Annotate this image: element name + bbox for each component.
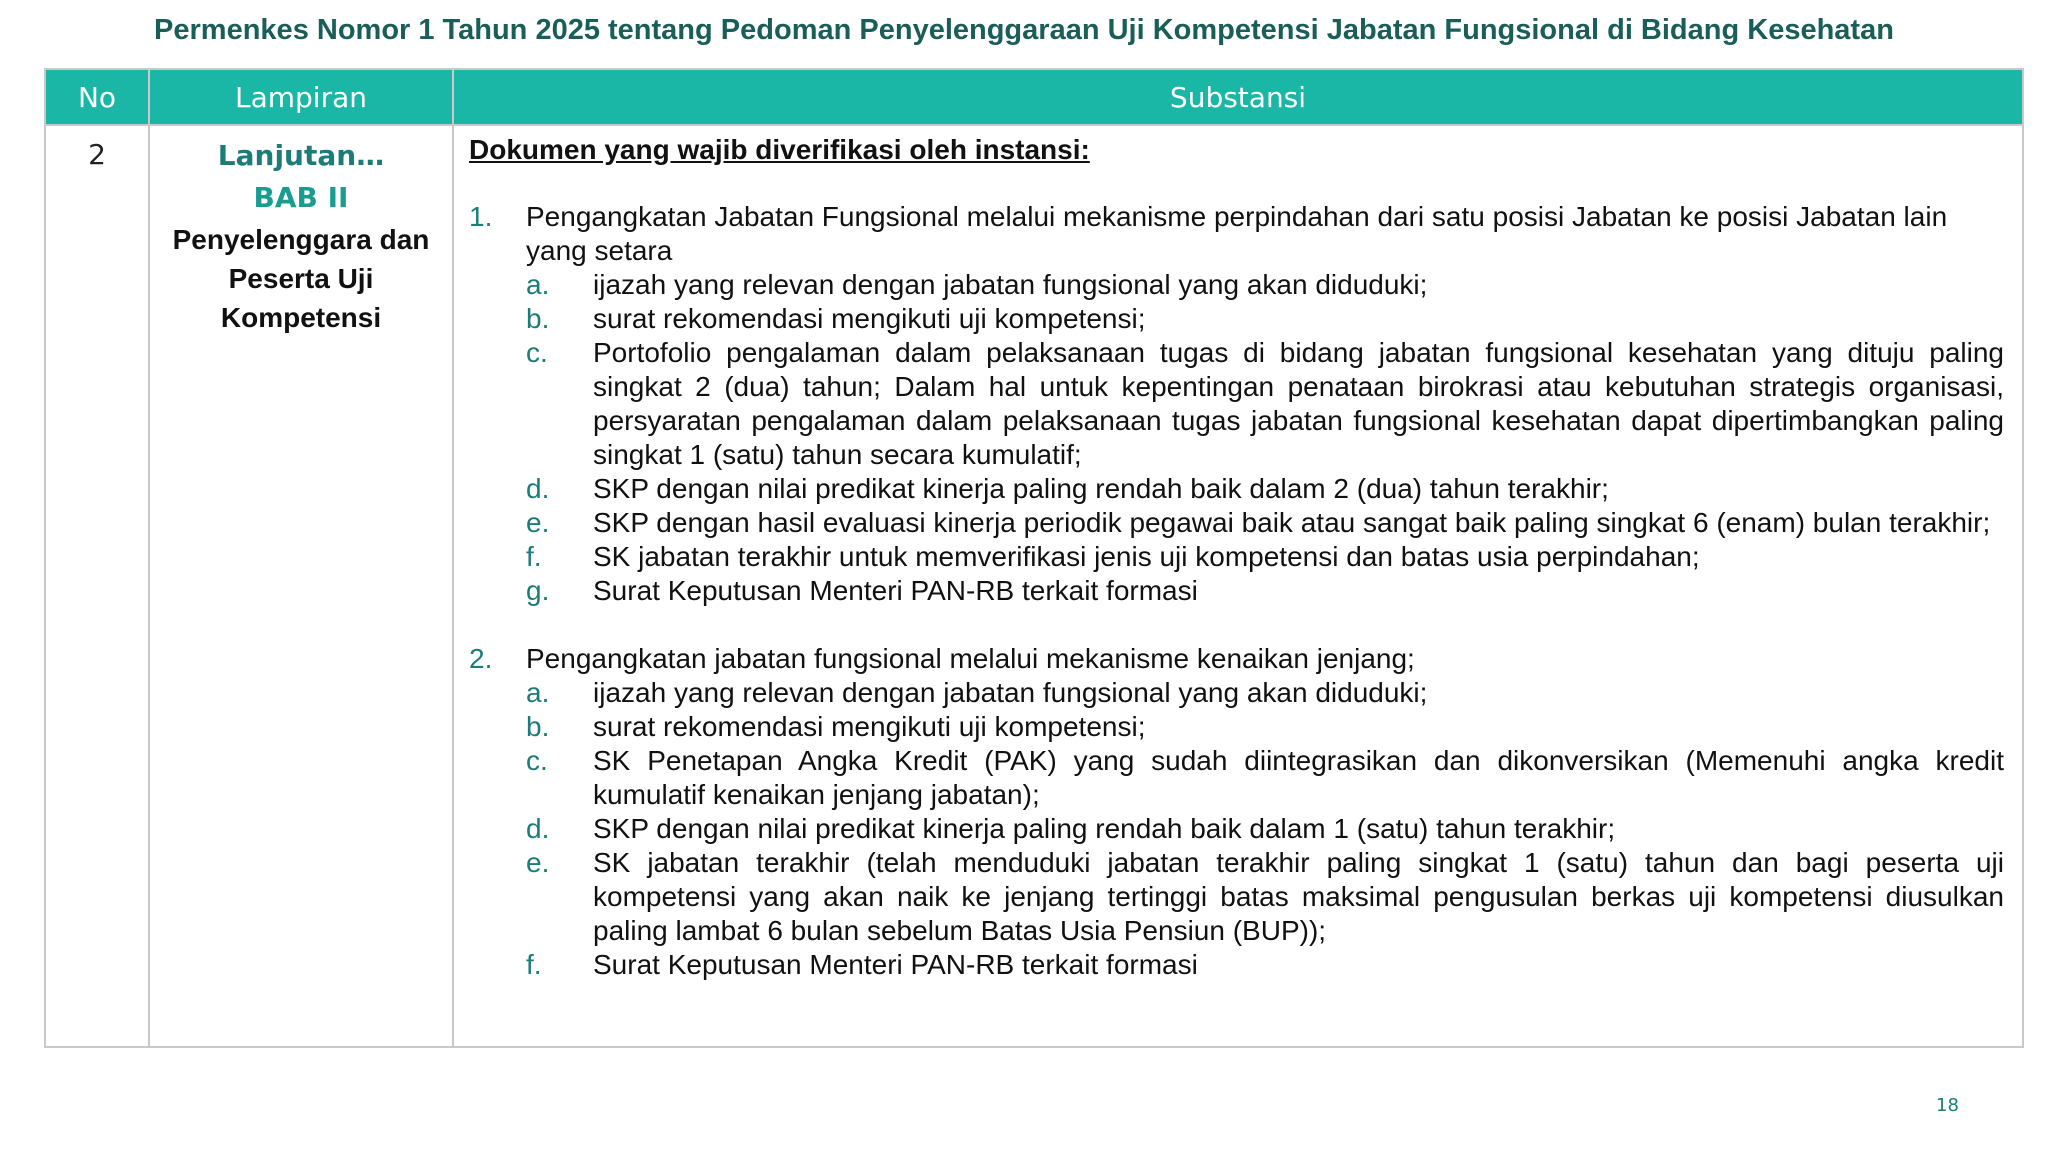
header-substansi: Substansi: [453, 69, 2023, 125]
sub-item-letter: f.: [526, 949, 542, 980]
sub-item-letter: b.: [526, 711, 550, 742]
list-item: [469, 200, 2004, 268]
substansi-heading: Dokumen yang wajib diverifikasi oleh instansi:: [469, 134, 1090, 165]
sub-item-letter: a.: [526, 269, 550, 300]
sub-item-letter: c.: [526, 745, 548, 776]
list-item-text: Pengangkatan jabatan fungsional melalui mekanisme kenaikan jenjang;: [526, 643, 1415, 674]
lampiran-bab: BAB II: [253, 181, 349, 214]
sub-item-text: ijazah yang relevan dengan jabatan fungsional yang akan diduduki;: [593, 269, 1428, 300]
sub-item-letter: b.: [526, 303, 550, 334]
sub-item-letter: a.: [526, 677, 550, 708]
header-lampiran: Lampiran: [149, 69, 453, 125]
lampiran-title: Penyelenggara dan Peserta Uji Kompetensi: [172, 224, 430, 333]
sub-item: [526, 948, 2004, 982]
sub-item-letter: d.: [526, 473, 550, 504]
sub-item-letter: d.: [526, 813, 550, 844]
list-item: [469, 642, 2004, 676]
lampiran-cell: [149, 125, 453, 1047]
sub-item: [526, 506, 2004, 540]
sub-item: [526, 472, 2004, 506]
sub-item: [526, 744, 2004, 812]
substansi-cell: [453, 125, 2023, 1047]
sub-item: [526, 540, 2004, 574]
list-item-number: 1.: [469, 201, 493, 232]
sub-item-text: SK jabatan terakhir untuk memverifikasi jenis uji kompetensi dan batas usia perpindahan;: [593, 541, 1700, 572]
content-table: [44, 68, 2024, 1048]
list-item-number: 2.: [469, 643, 493, 674]
sub-item: [526, 846, 2004, 948]
page-title: Permenkes Nomor 1 Tahun 2025 tentang Pedoman Penyelenggaraan Uji Kompetensi Jabatan Fungsional di Bidang Kesehatan: [154, 14, 1894, 46]
sub-item-text: SKP dengan nilai predikat kinerja paling rendah baik dalam 2 (dua) tahun terakhir;: [593, 473, 1609, 504]
sub-item-text: SKP dengan nilai predikat kinerja paling rendah baik dalam 1 (satu) tahun terakhir;: [593, 813, 1616, 844]
sub-item: [526, 268, 2004, 302]
sub-item-text: Surat Keputusan Menteri PAN-RB terkait formasi: [593, 575, 1198, 606]
sub-item-text: ijazah yang relevan dengan jabatan fungsional yang akan diduduki;: [593, 677, 1428, 708]
row-number: 2: [45, 125, 149, 1047]
sub-item: [526, 710, 2004, 744]
sub-item-text: SKP dengan hasil evaluasi kinerja periodik pegawai baik atau sangat baik paling singkat 6 (enam) bulan terakhir;: [593, 507, 1991, 538]
sub-item-text: Surat Keputusan Menteri PAN-RB terkait formasi: [593, 949, 1198, 980]
table-row: [45, 125, 2023, 1047]
sub-item-letter: e.: [526, 507, 550, 538]
sub-item-letter: f.: [526, 541, 542, 572]
sub-item-text: SK jabatan terakhir (telah menduduki jabatan terakhir paling singkat 1 (satu) tahun dan bagi peserta uji kompetensi yang akan naik ke jenjang tertinggi batas maksimal pengusulan berkas uji kompetensi diusulkan paling lambat 6 bulan sebelum Batas Usia Pensiun (BUP));: [593, 847, 2004, 946]
table-header-row: [45, 69, 2023, 125]
sub-item: [526, 812, 2004, 846]
sub-item: [526, 574, 2004, 608]
sub-item-text: surat rekomendasi mengikuti uji kompetensi;: [593, 303, 1146, 334]
page-number: 18: [1936, 1095, 1959, 1116]
sub-item: [526, 302, 2004, 336]
lampiran-continuation: Lanjutan…: [217, 139, 385, 172]
sub-item-letter: e.: [526, 847, 550, 878]
header-no: No: [45, 69, 149, 125]
sub-item-text: surat rekomendasi mengikuti uji kompetensi;: [593, 711, 1146, 742]
sub-item-letter: g.: [526, 575, 550, 606]
list-item-text: Pengangkatan Jabatan Fungsional melalui mekanisme perpindahan dari satu posisi Jabatan ke posisi Jabatan lain yang setara: [526, 201, 1948, 266]
sub-item: [526, 676, 2004, 710]
sub-item-text: SK Penetapan Angka Kredit (PAK) yang sudah diintegrasikan dan dikonversikan (Memenuhi angka kredit kumulatif kenaikan jenjang jabatan);: [593, 745, 2004, 810]
sub-item: [526, 336, 2004, 472]
sub-item-letter: c.: [526, 337, 548, 368]
sub-item-text: Portofolio pengalaman dalam pelaksanaan tugas di bidang jabatan fungsional kesehatan yang dituju paling singkat 2 (dua) tahun; Dalam hal untuk kepentingan penataan birokrasi atau kebutuhan strategis organisasi, persyaratan pengalaman dalam pelaksanaan tugas jabatan fungsional kesehatan dapat dipertimbangkan paling singkat 1 (satu) tahun secara kumulatif;: [593, 337, 2004, 470]
